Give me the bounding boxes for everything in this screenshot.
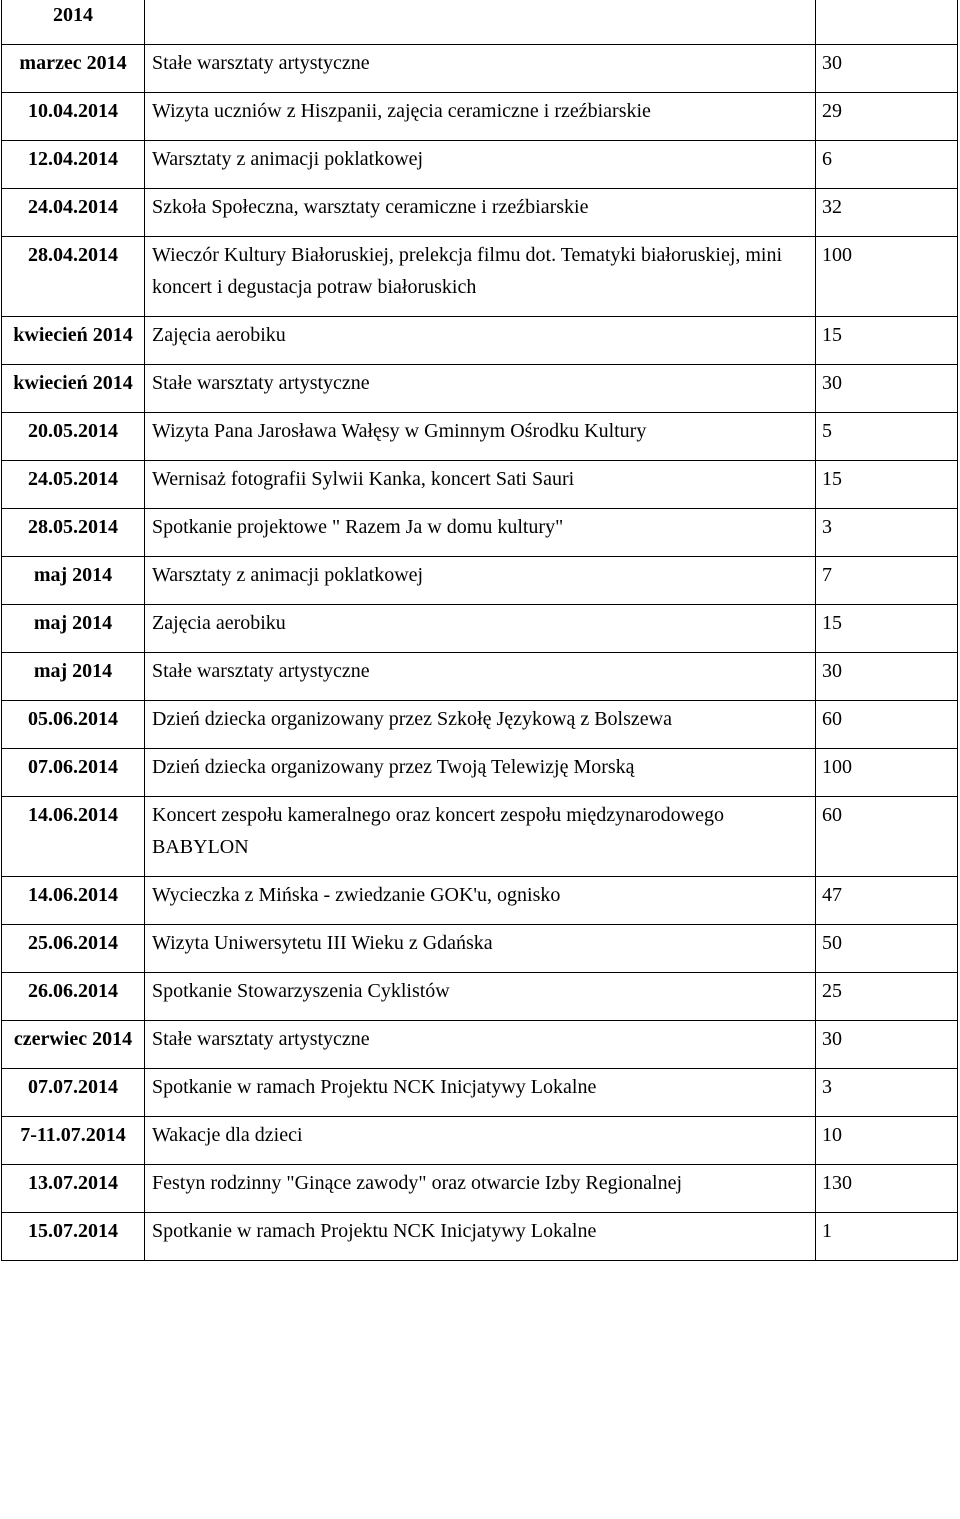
participants-cell: 32 <box>816 189 958 237</box>
table-row <box>2 317 958 365</box>
table-row <box>2 237 958 317</box>
event-cell: Spotkanie w ramach Projektu NCK Inicjatywy Lokalne <box>145 1213 816 1261</box>
events-table-body <box>2 0 958 1261</box>
event-cell: Stałe warsztaty artystyczne <box>145 653 816 701</box>
date-cell: kwiecień 2014 <box>2 365 145 413</box>
participants-cell: 15 <box>816 461 958 509</box>
table-row <box>2 189 958 237</box>
event-cell: Wernisaż fotografii Sylwii Kanka, koncert Sati Sauri <box>145 461 816 509</box>
table-row <box>2 653 958 701</box>
participants-cell: 30 <box>816 365 958 413</box>
table-row <box>2 0 958 45</box>
event-cell: Wieczór Kultury Białoruskiej, prelekcja filmu dot. Tematyki białoruskiej, mini koncert i degustacja potraw białoruskich <box>145 237 816 317</box>
date-cell: 10.04.2014 <box>2 93 145 141</box>
participants-cell: 7 <box>816 557 958 605</box>
date-cell: 28.05.2014 <box>2 509 145 557</box>
event-cell: Festyn rodzinny "Ginące zawody" oraz otwarcie Izby Regionalnej <box>145 1165 816 1213</box>
participants-cell: 15 <box>816 317 958 365</box>
date-cell: kwiecień 2014 <box>2 317 145 365</box>
event-cell: Stałe warsztaty artystyczne <box>145 1021 816 1069</box>
table-row <box>2 45 958 93</box>
events-table <box>1 0 958 1261</box>
date-cell: 07.06.2014 <box>2 749 145 797</box>
participants-cell: 25 <box>816 973 958 1021</box>
date-cell: maj 2014 <box>2 653 145 701</box>
event-cell: Stałe warsztaty artystyczne <box>145 365 816 413</box>
event-cell: Wizyta Uniwersytetu III Wieku z Gdańska <box>145 925 816 973</box>
table-row <box>2 141 958 189</box>
table-row <box>2 701 958 749</box>
date-cell: 28.04.2014 <box>2 237 145 317</box>
participants-cell: 3 <box>816 509 958 557</box>
event-cell: Wizyta uczniów z Hiszpanii, zajęcia ceramiczne i rzeźbiarskie <box>145 93 816 141</box>
date-cell: marzec 2014 <box>2 45 145 93</box>
participants-cell: 30 <box>816 653 958 701</box>
event-cell: Spotkanie w ramach Projektu NCK Inicjatywy Lokalne <box>145 1069 816 1117</box>
event-cell: Wakacje dla dzieci <box>145 1117 816 1165</box>
event-cell: Zajęcia aerobiku <box>145 317 816 365</box>
date-cell: 25.06.2014 <box>2 925 145 973</box>
event-cell: Wizyta Pana Jarosława Wałęsy w Gminnym Ośrodku Kultury <box>145 413 816 461</box>
event-cell: Dzień dziecka organizowany przez Szkołę Językową z Bolszewa <box>145 701 816 749</box>
date-cell: 05.06.2014 <box>2 701 145 749</box>
table-row <box>2 1021 958 1069</box>
event-cell: Szkoła Społeczna, warsztaty ceramiczne i rzeźbiarskie <box>145 189 816 237</box>
participants-cell: 30 <box>816 45 958 93</box>
event-cell: Warsztaty z animacji poklatkowej <box>145 557 816 605</box>
event-cell: Zajęcia aerobiku <box>145 605 816 653</box>
table-row <box>2 1213 958 1261</box>
date-cell: 15.07.2014 <box>2 1213 145 1261</box>
participants-cell: 50 <box>816 925 958 973</box>
participants-cell: 60 <box>816 701 958 749</box>
table-row <box>2 93 958 141</box>
participants-cell: 100 <box>816 237 958 317</box>
participants-cell: 100 <box>816 749 958 797</box>
date-cell: 13.07.2014 <box>2 1165 145 1213</box>
table-row <box>2 925 958 973</box>
date-cell: 07.07.2014 <box>2 1069 145 1117</box>
table-row <box>2 1069 958 1117</box>
table-row <box>2 749 958 797</box>
participants-cell: 130 <box>816 1165 958 1213</box>
date-cell: 14.06.2014 <box>2 877 145 925</box>
participants-cell: 30 <box>816 1021 958 1069</box>
table-row <box>2 461 958 509</box>
table-row <box>2 605 958 653</box>
table-row <box>2 1165 958 1213</box>
participants-cell <box>816 0 958 45</box>
table-row <box>2 973 958 1021</box>
table-row <box>2 1117 958 1165</box>
event-cell: Stałe warsztaty artystyczne <box>145 45 816 93</box>
participants-cell: 29 <box>816 93 958 141</box>
participants-cell: 47 <box>816 877 958 925</box>
event-cell: Wycieczka z Mińska - zwiedzanie GOK'u, ognisko <box>145 877 816 925</box>
table-row <box>2 557 958 605</box>
date-cell: 2014 <box>2 0 145 45</box>
table-row <box>2 509 958 557</box>
participants-cell: 15 <box>816 605 958 653</box>
event-cell: Koncert zespołu kameralnego oraz koncert zespołu międzynarodowego BABYLON <box>145 797 816 877</box>
table-row <box>2 365 958 413</box>
table-row <box>2 877 958 925</box>
date-cell: maj 2014 <box>2 605 145 653</box>
date-cell: maj 2014 <box>2 557 145 605</box>
participants-cell: 6 <box>816 141 958 189</box>
date-cell: czerwiec 2014 <box>2 1021 145 1069</box>
date-cell: 26.06.2014 <box>2 973 145 1021</box>
date-cell: 7-11.07.2014 <box>2 1117 145 1165</box>
participants-cell: 10 <box>816 1117 958 1165</box>
event-cell: Spotkanie projektowe " Razem Ja w domu kultury" <box>145 509 816 557</box>
date-cell: 12.04.2014 <box>2 141 145 189</box>
participants-cell: 60 <box>816 797 958 877</box>
date-cell: 14.06.2014 <box>2 797 145 877</box>
date-cell: 24.05.2014 <box>2 461 145 509</box>
event-cell <box>145 0 816 45</box>
date-cell: 20.05.2014 <box>2 413 145 461</box>
participants-cell: 1 <box>816 1213 958 1261</box>
table-row <box>2 797 958 877</box>
participants-cell: 5 <box>816 413 958 461</box>
event-cell: Dzień dziecka organizowany przez Twoją Telewizję Morską <box>145 749 816 797</box>
event-cell: Warsztaty z animacji poklatkowej <box>145 141 816 189</box>
event-cell: Spotkanie Stowarzyszenia Cyklistów <box>145 973 816 1021</box>
participants-cell: 3 <box>816 1069 958 1117</box>
date-cell: 24.04.2014 <box>2 189 145 237</box>
table-row <box>2 413 958 461</box>
